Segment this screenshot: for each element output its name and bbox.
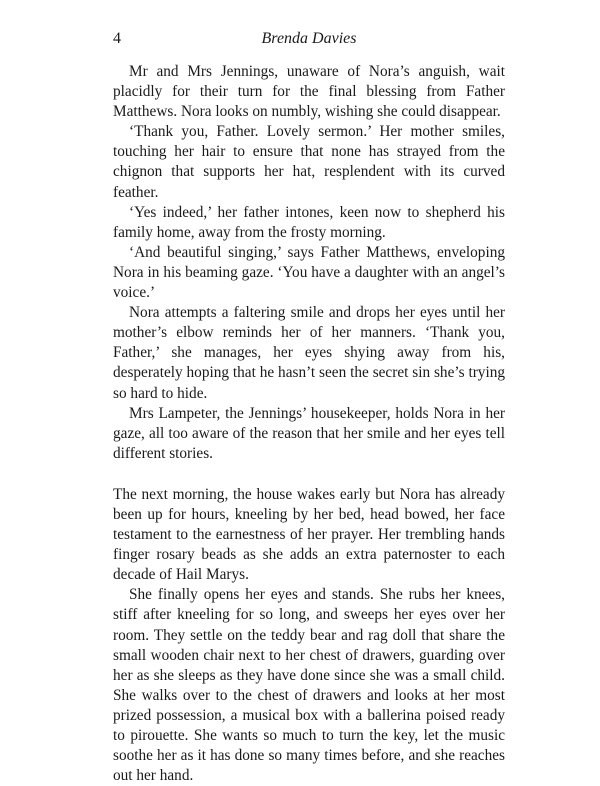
paragraph: The next morning, the house wakes early but Nora has already been up for hours, kneeling by her bed, head bowed, her face testament to the earnestness of her prayer. Her trembling hands finger rosary beads as she adds an extra paternoster to each decade of Hail Marys. <box>113 485 505 584</box>
paragraph: ‘And beautiful singing,’ says Father Matthews, enveloping Nora in his beaming gaze. ‘You have a daughter with an angel’s voice.’ <box>113 243 505 302</box>
paragraph: Mr and Mrs Jennings, unaware of Nora’s anguish, wait placidly for their turn for the final blessing from Father Matthews. Nora looks on numbly, wishing she could disappear. <box>113 63 505 121</box>
section-break <box>113 464 505 485</box>
page-header <box>113 30 505 54</box>
paragraph: ‘Yes indeed,’ her father intones, keen now to shepherd his family home, away from the frosty morning. <box>113 203 505 241</box>
paragraph: Mrs Lampeter, the Jennings’ housekeeper, holds Nora in her gaze, all too aware of the reason that her smile and her eyes tell different stories. <box>113 404 505 462</box>
paragraph: ‘Thank you, Father. Lovely sermon.’ Her mother smiles, touching her hair to ensure that none has strayed from the chignon that supports her hat, resplendent with its curved feather. <box>113 123 505 201</box>
page-number: 4 <box>113 30 121 47</box>
paragraph: Nora attempts a faltering smile and drops her eyes until her mother’s elbow reminds her of her manners. ‘Thank you, Father,’ she manages, her eyes shying away from his, desperately hoping that he hasn’t seen the secret sin she’s trying so hard to hide. <box>113 304 505 402</box>
running-head-author: Brenda Davies <box>261 30 357 47</box>
body-text <box>113 62 505 786</box>
paragraph: She finally opens her eyes and stands. She rubs her knees, stiff after kneeling for so long, and sweeps her eyes over her room. They settle on the teddy bear and rag doll that share the small wooden chair next to her chest of drawers, guarding over her as she sleeps as they have done since she was a small child. She walks over to the chest of drawers and looks at her most prized possession, a musical box with a ballerina poised ready to pirouette. She wants so much to turn the key, let the music soothe her as it has done so many times before, and she reaches out her hand. <box>113 586 505 785</box>
